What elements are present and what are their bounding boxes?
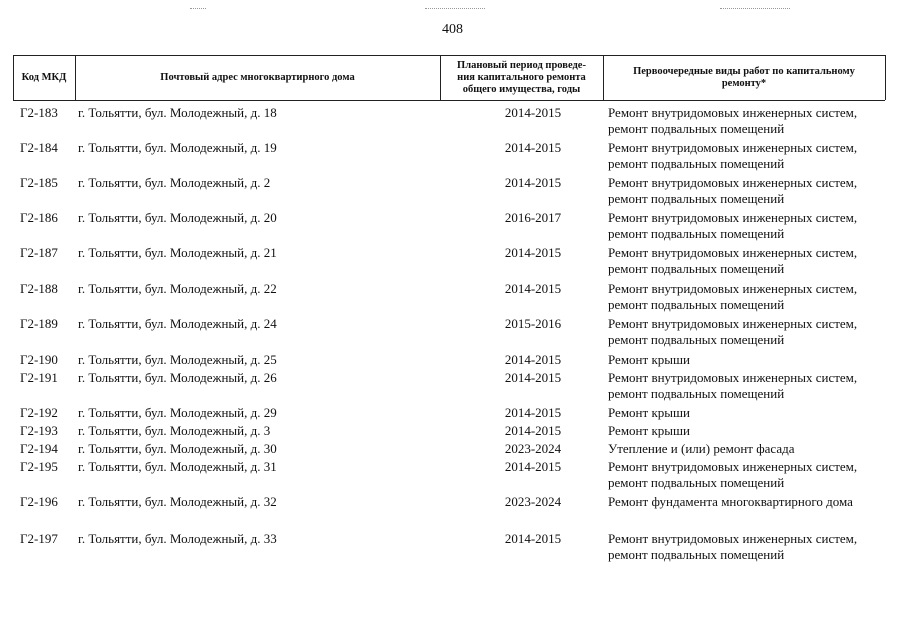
- cell-period: 2016-2017: [504, 210, 562, 225]
- header-address: Почтовый адрес многоквартирного дома: [160, 71, 355, 83]
- cell-address: г. Тольятти, бул. Молодежный, д. 29: [78, 405, 277, 420]
- header-bottom-rule: [13, 100, 885, 101]
- cell-period: 2014-2015: [504, 105, 562, 120]
- cell-address: г. Тольятти, бул. Молодежный, д. 32: [78, 494, 277, 509]
- cell-works: Ремонт крыши: [608, 423, 690, 438]
- cell-code: Г2-184: [20, 140, 58, 155]
- cell-address: г. Тольятти, бул. Молодежный, д. 26: [78, 370, 277, 385]
- cell-works: Утепление и (или) ремонт фасада: [608, 441, 795, 456]
- page-number: 408: [442, 22, 463, 37]
- cell-code: Г2-191: [20, 370, 58, 385]
- header-period: Плановый период проведе- ния капитального ремонта общего имущества, годы: [457, 59, 586, 95]
- cell-code: Г2-187: [20, 245, 58, 260]
- cell-address: г. Тольятти, бул. Молодежный, д. 2: [78, 175, 271, 190]
- cell-period: 2014-2015: [504, 459, 562, 474]
- scan-artifact: [190, 8, 206, 9]
- cell-works: Ремонт внутридомовых инженерных систем, ремонт подвальных помещений: [608, 316, 858, 347]
- cell-period: 2014-2015: [504, 245, 562, 260]
- cell-period: 2014-2015: [504, 423, 562, 438]
- cell-code: Г2-186: [20, 210, 58, 225]
- cell-code: Г2-193: [20, 423, 58, 438]
- cell-code: Г2-188: [20, 281, 58, 296]
- cell-period: 2014-2015: [504, 352, 562, 367]
- cell-code: Г2-195: [20, 459, 58, 474]
- cell-address: г. Тольятти, бул. Молодежный, д. 18: [78, 105, 277, 120]
- cell-address: г. Тольятти, бул. Молодежный, д. 31: [78, 459, 277, 474]
- cell-address: г. Тольятти, бул. Молодежный, д. 30: [78, 441, 277, 456]
- cell-address: г. Тольятти, бул. Молодежный, д. 21: [78, 245, 277, 260]
- cell-works: Ремонт внутридомовых инженерных систем, ремонт подвальных помещений: [608, 210, 858, 241]
- cell-period: 2015-2016: [504, 316, 562, 331]
- cell-code: Г2-189: [20, 316, 58, 331]
- header-code: Код МКД: [21, 71, 67, 83]
- cell-code: Г2-197: [20, 531, 58, 546]
- cell-works: Ремонт крыши: [608, 405, 690, 420]
- cell-address: г. Тольятти, бул. Молодежный, д. 24: [78, 316, 277, 331]
- cell-period: 2023-2024: [504, 494, 562, 509]
- cell-code: Г2-194: [20, 441, 58, 456]
- cell-works: Ремонт внутридомовых инженерных систем, ремонт подвальных помещений: [608, 459, 858, 490]
- cell-address: г. Тольятти, бул. Молодежный, д. 20: [78, 210, 277, 225]
- scan-artifact: [720, 8, 790, 9]
- cell-period: 2014-2015: [504, 140, 562, 155]
- cell-works: Ремонт внутридомовых инженерных систем, ремонт подвальных помещений: [608, 175, 858, 206]
- cell-address: г. Тольятти, бул. Молодежный, д. 33: [78, 531, 277, 546]
- scan-artifact: [425, 8, 485, 9]
- cell-period: 2014-2015: [504, 531, 562, 546]
- cell-code: Г2-185: [20, 175, 58, 190]
- cell-address: г. Тольятти, бул. Молодежный, д. 19: [78, 140, 277, 155]
- cell-works: Ремонт внутридомовых инженерных систем, ремонт подвальных помещений: [608, 370, 858, 401]
- cell-period: 2014-2015: [504, 405, 562, 420]
- cell-works: Ремонт внутридомовых инженерных систем, ремонт подвальных помещений: [608, 140, 858, 171]
- cell-address: г. Тольятти, бул. Молодежный, д. 25: [78, 352, 277, 367]
- cell-works: Ремонт внутридомовых инженерных систем, ремонт подвальных помещений: [608, 105, 858, 136]
- cell-works: Ремонт внутридомовых инженерных систем, ремонт подвальных помещений: [608, 245, 858, 276]
- cell-works: Ремонт внутридомовых инженерных систем, ремонт подвальных помещений: [608, 531, 858, 562]
- cell-period: 2014-2015: [504, 175, 562, 190]
- cell-address: г. Тольятти, бул. Молодежный, д. 22: [78, 281, 277, 296]
- header-divider: [885, 55, 886, 100]
- cell-code: Г2-196: [20, 494, 58, 509]
- cell-period: 2014-2015: [504, 370, 562, 385]
- cell-period: 2023-2024: [504, 441, 562, 456]
- cell-works: Ремонт фундамента многоквартирного дома: [608, 494, 853, 509]
- cell-period: 2014-2015: [504, 281, 562, 296]
- header-works: Первоочередные виды работ по капитальному ремонту*: [633, 65, 855, 89]
- cell-code: Г2-192: [20, 405, 58, 420]
- cell-code: Г2-190: [20, 352, 58, 367]
- cell-works: Ремонт крыши: [608, 352, 690, 367]
- cell-works: Ремонт внутридомовых инженерных систем, ремонт подвальных помещений: [608, 281, 858, 312]
- cell-address: г. Тольятти, бул. Молодежный, д. 3: [78, 423, 271, 438]
- cell-code: Г2-183: [20, 105, 58, 120]
